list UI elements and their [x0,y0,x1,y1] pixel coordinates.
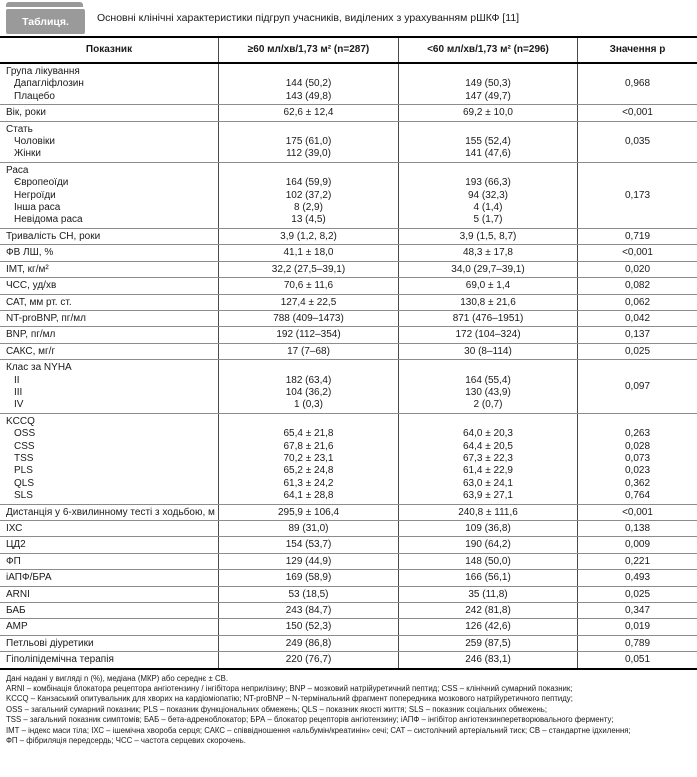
value-cell-ge60 [218,636,398,651]
row-label: Стать [6,123,33,135]
table-row [0,619,697,635]
cell-value: 3,9 (1,2, 8,2) [280,230,337,242]
row-label: Дистанція у 6-хвилинному тесті з ходьбою, м [6,506,215,518]
pvalue-cell [577,360,697,413]
p-value: 0,042 [624,312,651,324]
cell-value: 295,9 ± 106,4 [277,506,340,518]
row-label: Негроїди [14,189,56,201]
p-value: 0,082 [624,280,651,292]
data-table [0,36,697,670]
value-cell-lt60 [398,603,577,618]
value-cell-lt60 [398,64,577,104]
indicator-cell [0,636,218,651]
table-row [0,327,697,343]
cell-value: 64,0 ± 20,3 [463,428,513,440]
p-value: 0,493 [624,572,651,584]
cell-value: 150 (52,3) [285,621,332,633]
pvalue-cell [577,262,697,277]
pvalue-cell [577,521,697,536]
indicator-cell [0,619,218,634]
row-label: BNP, пг/мл [6,329,56,341]
pvalue-cell [577,554,697,569]
cell-value: 48,3 ± 17,8 [463,247,513,259]
pvalue-cell [577,295,697,310]
value-cell-ge60 [218,505,398,520]
indicator-cell [0,554,218,569]
cell-value: 69,0 ± 1,4 [465,280,511,292]
row-label: III [14,386,23,398]
cell-value: 2 (0,7) [473,399,503,411]
p-value: 0,719 [624,230,651,242]
column-header-pvalue: Значення р [577,38,697,62]
p-value: <0,001 [622,247,653,259]
row-label: TSS [14,452,34,464]
p-value: 0,025 [624,345,651,357]
value-cell-lt60 [398,554,577,569]
value-cell-lt60 [398,587,577,602]
cell-value: 104 (36,2) [285,386,332,398]
pvalue-cell [577,619,697,634]
value-cell-lt60 [398,505,577,520]
row-label: іАПФ/БРА [6,572,52,584]
value-cell-lt60 [398,278,577,293]
row-label: ІХС [6,523,23,534]
cell-value: 190 (64,2) [465,539,511,551]
table-row [0,278,697,294]
pvalue-cell [577,311,697,326]
p-value: 0,347 [624,605,651,617]
cell-value: 41,1 ± 18,0 [283,247,334,259]
pvalue-cell [577,245,697,260]
cell-value: 788 (409–1473) [273,312,344,324]
cell-value: 246 (83,1) [465,654,511,666]
cell-value [223,416,394,428]
value-cell-ge60 [218,262,398,277]
footnote-line: ФП – фібриляція передсердь; ЧСС – частота серцевих скорочень. [6,736,246,746]
p-value: 0,362 [624,477,651,489]
cell-value: 61,3 ± 24,2 [283,477,334,489]
cell-value [223,66,394,78]
column-header-indicator: Показник [85,44,133,55]
cell-value [223,124,394,136]
indicator-cell [0,360,218,413]
cell-value: 63,9 ± 27,1 [463,490,513,502]
cell-value: 32,2 (27,5–39,1) [271,263,346,275]
row-label: CSS [14,440,35,452]
p-value: 0,025 [624,588,651,600]
cell-value: 220 (76,7) [285,654,332,666]
row-label: ЦД2 [6,539,26,551]
cell-value: 17 (7–68) [287,345,330,357]
cell-value: 3,9 (1,5, 8,7) [459,230,517,242]
row-label: Раса [6,164,29,176]
table-row [0,537,697,553]
value-cell-ge60 [218,619,398,634]
value-cell-ge60 [218,554,398,569]
value-cell-lt60 [398,344,577,359]
cell-value: 172 (104–324) [455,329,521,341]
cell-value: 130 (43,9) [465,386,511,398]
indicator-cell [0,521,218,536]
cell-value: 193 (66,3) [465,177,511,189]
p-value: 0,051 [624,654,651,666]
table-row [0,636,697,652]
value-cell-lt60 [398,636,577,651]
value-cell-lt60 [398,163,577,228]
row-label: Тривалість СН, роки [6,230,101,242]
indicator-cell [0,311,218,326]
table-row [0,295,697,311]
value-cell-lt60 [398,652,577,667]
cell-value: 130,8 ± 21,6 [460,296,516,308]
cell-value: 30 (8–114) [464,345,512,357]
row-label: Вік, роки [6,107,46,119]
p-value: 0,020 [624,263,651,275]
cell-value: 144 (50,2) [285,78,332,90]
p-value [582,416,693,428]
cell-value: 69,2 ± 10,0 [463,107,513,119]
cell-value [403,165,573,177]
row-label: Чоловіки [14,136,56,148]
pvalue-cell [577,163,697,228]
caption-tab-strip [6,2,83,7]
row-label: ФВ ЛШ, % [6,247,54,259]
cell-value: 141 (47,6) [465,148,511,160]
row-label: ЧСС, уд/хв [6,280,57,292]
pvalue-cell [577,229,697,244]
table-row [0,344,697,360]
caption-tab-label: Таблиця. [22,15,69,28]
value-cell-lt60 [398,229,577,244]
cell-value: 64,1 ± 28,8 [283,490,334,502]
cell-value: 164 (59,9) [285,177,332,189]
value-cell-ge60 [218,344,398,359]
cell-value: 1 (0,3) [294,399,323,411]
indicator-cell [0,163,218,228]
cell-value [223,362,394,374]
cell-value [403,66,573,78]
value-cell-ge60 [218,295,398,310]
value-cell-lt60 [398,122,577,162]
table-row [0,360,697,414]
cell-value: 129 (44,9) [285,555,332,567]
table-row [0,521,697,537]
cell-value: 70,2 ± 23,1 [283,452,334,464]
table-row [0,603,697,619]
row-label: АМР [6,621,28,633]
pvalue-cell [577,652,697,667]
p-value: 0,221 [624,555,651,567]
cell-value: 34,0 (29,7–39,1) [451,263,525,275]
value-cell-lt60 [398,619,577,634]
table-row [0,245,697,261]
pvalue-cell [577,105,697,120]
row-label: IV [14,399,24,411]
table-row [0,229,697,245]
value-cell-ge60 [218,327,398,342]
cell-value: 126 (42,6) [465,621,511,633]
p-value: 0,789 [624,637,651,649]
value-cell-ge60 [218,652,398,667]
pvalue-cell [577,122,697,162]
row-label: Інша раса [14,202,61,214]
column-header-egfr-ge60: ≥60 мл/хв/1,73 м² (n=287) [218,38,398,62]
value-cell-lt60 [398,105,577,120]
table-row [0,311,697,327]
cell-value: 192 (112–354) [276,329,341,341]
row-label: PLS [14,465,33,477]
row-label: NT-proBNP, пг/мл [6,312,86,324]
row-label: QLS [14,477,35,489]
pvalue-cell [577,64,697,104]
value-cell-ge60 [218,311,398,326]
indicator-cell [0,587,218,602]
cell-value: 61,4 ± 22,9 [463,465,513,477]
value-cell-lt60 [398,311,577,326]
footnotes [0,670,697,747]
cell-value: 155 (52,4) [465,136,511,148]
row-label: Група лікування [6,66,80,77]
value-cell-lt60 [398,295,577,310]
cell-value: 8 (2,9) [294,202,323,214]
pvalue-cell [577,587,697,602]
cell-value: 65,2 ± 24,8 [283,465,334,477]
table-row [0,414,697,505]
p-value: <0,001 [622,107,653,119]
cell-value [403,124,573,136]
cell-value: 112 (39,0) [286,148,331,160]
cell-value: 4 (1,4) [473,202,503,214]
value-cell-ge60 [218,603,398,618]
footnote-line: ІМТ – індекс маси тіла; ІХС – ішемічна хвороба серця; САКС – співвідношення «альбумін/креатинін» сечі; САТ – систолічний артеріальний тиск; СВ – стандартне ідхилення; [6,725,631,735]
table-row [0,652,697,667]
pvalue-cell [577,414,697,504]
cell-value: 169 (58,9) [285,572,332,584]
cell-value: 62,6 ± 12,4 [283,107,334,119]
cell-value: 182 (63,4) [285,374,332,386]
cell-value: 154 (53,7) [285,539,332,551]
row-label: SLS [14,490,33,502]
row-label: Дапагліфлозин [14,78,84,90]
indicator-cell [0,105,218,120]
cell-value: 102 (37,2) [285,189,332,201]
footnote-line: Дані надані у вигляді n (%), медіана (МКР) або середнє ± СВ. [6,673,228,683]
row-label: Невідома раса [14,214,83,226]
value-cell-lt60 [398,570,577,585]
cell-value [223,165,394,177]
cell-value: 249 (86,8) [285,637,332,649]
p-value: 0,073 [624,452,651,464]
value-cell-ge60 [218,414,398,504]
caption-tab [6,9,85,34]
cell-value: 164 (55,4) [465,374,511,386]
indicator-cell [0,229,218,244]
cell-value: 67,3 ± 22,3 [463,452,513,464]
cell-value: 259 (87,5) [465,637,511,649]
value-cell-lt60 [398,360,577,413]
cell-value: 127,4 ± 22,5 [280,296,337,308]
cell-value: 175 (61,0) [285,136,332,148]
table-row [0,64,697,105]
pvalue-cell [577,570,697,585]
pvalue-cell [577,505,697,520]
indicator-cell [0,414,218,504]
table-row [0,163,697,229]
indicator-cell [0,537,218,552]
value-cell-ge60 [218,521,398,536]
value-cell-ge60 [218,537,398,552]
row-label: Гіполіпідемічна терапія [6,654,114,666]
value-cell-ge60 [218,245,398,260]
indicator-cell [0,245,218,260]
value-cell-ge60 [218,229,398,244]
table-row [0,262,697,278]
cell-value [403,362,573,374]
value-cell-lt60 [398,245,577,260]
cell-value: 65,4 ± 21,8 [283,428,334,440]
cell-value: 5 (1,7) [473,214,503,226]
p-value: 0,263 [624,428,651,440]
cell-value: 871 (476–1951) [452,312,524,324]
row-label: Європеоїди [14,177,69,189]
cell-value: 109 (36,8) [465,523,511,534]
value-cell-ge60 [218,64,398,104]
cell-value: 70,6 ± 11,6 [283,280,334,292]
table-caption [0,0,697,36]
footnote-line: OSS – загальний сумарний показник; PLS – показник функціональних обмежень; QLS – показник якості життя; SLS – показник соціальних обмежень; [6,704,547,714]
pvalue-cell [577,603,697,618]
row-label: II [14,374,20,386]
cell-value: 242 (81,8) [465,605,511,617]
cell-value [403,416,573,428]
column-header-egfr-lt60: <60 мл/хв/1,73 м² (n=296) [398,38,577,62]
p-value: 0,764 [624,490,651,502]
indicator-cell [0,327,218,342]
table-row [0,554,697,570]
table-body [0,64,697,668]
row-label: Петльові діуретики [6,637,94,649]
p-value: 0,028 [624,440,651,452]
cell-value: 63,0 ± 24,1 [463,477,513,489]
footnote-line: TSS – загальний показник симптомів; БАБ – бета-адреноблокатор; БРА – блокатор рецепторів ангіотензину; іАПФ – інгібітор ангіотензинперетворювального ферменту; [6,715,614,725]
value-cell-lt60 [398,537,577,552]
indicator-cell [0,262,218,277]
value-cell-ge60 [218,570,398,585]
p-value: 0,035 [624,136,651,148]
p-value: 0,137 [624,329,651,341]
table-row [0,122,697,163]
table-row [0,505,697,521]
pvalue-cell [577,537,697,552]
cell-value: 143 (49,8) [285,90,332,102]
cell-value: 13 (4,5) [291,214,326,226]
indicator-cell [0,603,218,618]
cell-value: 243 (84,7) [285,605,332,617]
cell-value: 35 (11,8) [468,588,508,600]
indicator-cell [0,64,218,104]
cell-value: 53 (18,5) [288,588,329,600]
table-row [0,105,697,121]
row-label: САТ, мм рт. ст. [6,296,72,308]
p-value: 0,173 [624,189,651,201]
indicator-cell [0,278,218,293]
cell-value: 94 (32,3) [467,189,509,201]
cell-value: 149 (50,3) [465,78,511,90]
value-cell-lt60 [398,521,577,536]
row-label: Плацебо [14,90,55,102]
p-value: 0,019 [624,621,651,633]
cell-value: 89 (31,0) [288,523,329,534]
p-value: 0,062 [624,296,651,308]
indicator-cell [0,570,218,585]
indicator-cell [0,122,218,162]
pvalue-cell [577,344,697,359]
p-value: 0,138 [624,523,651,534]
p-value: 0,009 [624,539,651,551]
value-cell-ge60 [218,587,398,602]
value-cell-ge60 [218,105,398,120]
cell-value: 240,8 ± 111,6 [458,506,518,518]
table-header-row [0,38,697,64]
indicator-cell [0,652,218,667]
table-row [0,587,697,603]
row-label: KCCQ [6,415,35,427]
pvalue-cell [577,278,697,293]
row-label: Жінки [14,148,41,160]
pvalue-cell [577,327,697,342]
table-row [0,570,697,586]
row-label: Клас за NYHA [6,362,72,374]
footnote-line: ARNI – комбінація блокатора рецептора ангіотензину / інгібітора неприлізину; BNP – мозковий натрійуретичний пептид; CSS – клінічний сумарний показник; [6,684,573,694]
cell-value: 67,8 ± 21,6 [283,440,334,452]
footnote-line: KCCQ – Канзаський опитувальник для хворих на кардіоміопатію; NT-proBNP – N-термінальний фрагмент попередника мозкового натрійуретичного пептиду; [6,694,573,704]
cell-value: 148 (50,0) [465,555,511,567]
cell-value: 147 (49,7) [465,90,511,102]
value-cell-ge60 [218,278,398,293]
row-label: САКС, мг/г [6,345,56,357]
table-title: Основні клінічні характеристики підгруп учасників, виділених з урахуванням рШКФ [11] [97,12,520,24]
cell-value: 64,4 ± 20,5 [463,440,513,452]
p-value: <0,001 [622,506,653,518]
p-value: 0,097 [624,380,651,392]
value-cell-lt60 [398,414,577,504]
value-cell-ge60 [218,360,398,413]
indicator-cell [0,505,218,520]
p-value: 0,968 [624,78,651,90]
value-cell-ge60 [218,163,398,228]
p-value: 0,023 [624,465,651,477]
row-label: БАБ [6,605,26,617]
row-label: ARNI [6,588,30,600]
indicator-cell [0,295,218,310]
row-label: ФП [6,555,21,567]
cell-value: 166 (56,1) [465,572,511,584]
value-cell-ge60 [218,122,398,162]
value-cell-lt60 [398,327,577,342]
row-label: ІМТ, кг/м² [6,263,49,275]
pvalue-cell [577,636,697,651]
value-cell-lt60 [398,262,577,277]
row-label: OSS [14,428,36,440]
indicator-cell [0,344,218,359]
